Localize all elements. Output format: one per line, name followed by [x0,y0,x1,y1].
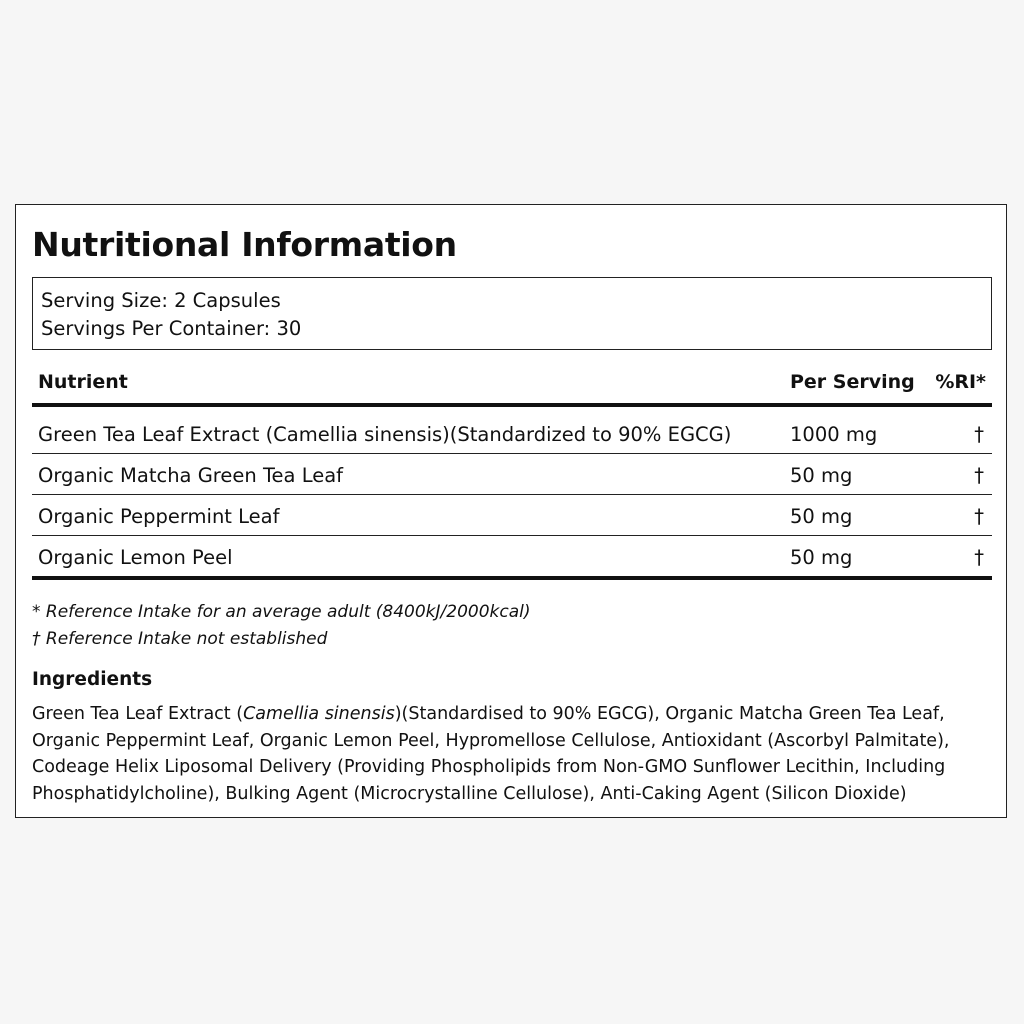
nutrient-amount: 1000 mg [790,423,878,446]
nutrient-ri: † [974,505,984,528]
serving-info-box [32,277,992,350]
ingredients-heading: Ingredients [32,669,153,690]
table-row [32,407,992,454]
nutrition-panel [15,204,1007,818]
nutrient-ri: † [974,464,984,487]
footnote-not-established: † Reference Intake not established [32,629,328,649]
table-row [32,495,992,536]
ingredients-line: Phosphatidylcholine), Bulking Agent (Microcrystalline Cellulose), Anti-Caking Agent (Silicon Dioxide) [32,783,907,804]
table-body [32,407,992,580]
footnote-reference-intake: * Reference Intake for an average adult (8400kJ/2000kcal) [32,602,531,622]
header-ri: %RI* [935,371,986,393]
nutrient-name: Organic Matcha Green Tea Leaf [38,464,344,487]
nutrient-amount: 50 mg [790,464,853,487]
ingredients-line1-post: )(Standardised to 90% EGCG), Organic Matcha Green Tea Leaf, [394,704,945,724]
ingredients-text [32,701,992,807]
table-header [32,363,992,407]
panel-title: Nutritional Information [32,225,457,264]
nutrient-ri: † [974,546,984,569]
ingredients-line1-pre: Green Tea Leaf Extract ( [32,704,244,724]
nutrient-name: Green Tea Leaf Extract (Camellia sinensis)(Standardized to 90% EGCG) [38,423,732,446]
table-row [32,454,992,495]
nutrient-amount: 50 mg [790,505,853,528]
ingredients-line1-italic: Camellia sinensis [243,704,395,724]
servings-per-container: Servings Per Container: 30 [41,317,302,340]
nutrient-name: Organic Lemon Peel [38,546,233,569]
nutrient-amount: 50 mg [790,546,853,569]
nutrient-ri: † [974,423,984,446]
ingredients-line: Organic Peppermint Leaf, Organic Lemon Peel, Hypromellose Cellulose, Antioxidant (Ascorbyl Palmitate), [32,730,950,751]
header-nutrient: Nutrient [38,371,128,393]
ingredients-line [32,701,992,728]
ingredients-line: Codeage Helix Liposomal Delivery (Providing Phospholipids from Non-GMO Sunflower Lecithin, Including [32,757,946,777]
nutrient-name: Organic Peppermint Leaf [38,505,280,528]
table-row [32,536,992,580]
footnotes [32,599,531,653]
serving-size: Serving Size: 2 Capsules [41,289,281,312]
nutrient-table [32,363,992,580]
header-per-serving: Per Serving [790,371,915,393]
